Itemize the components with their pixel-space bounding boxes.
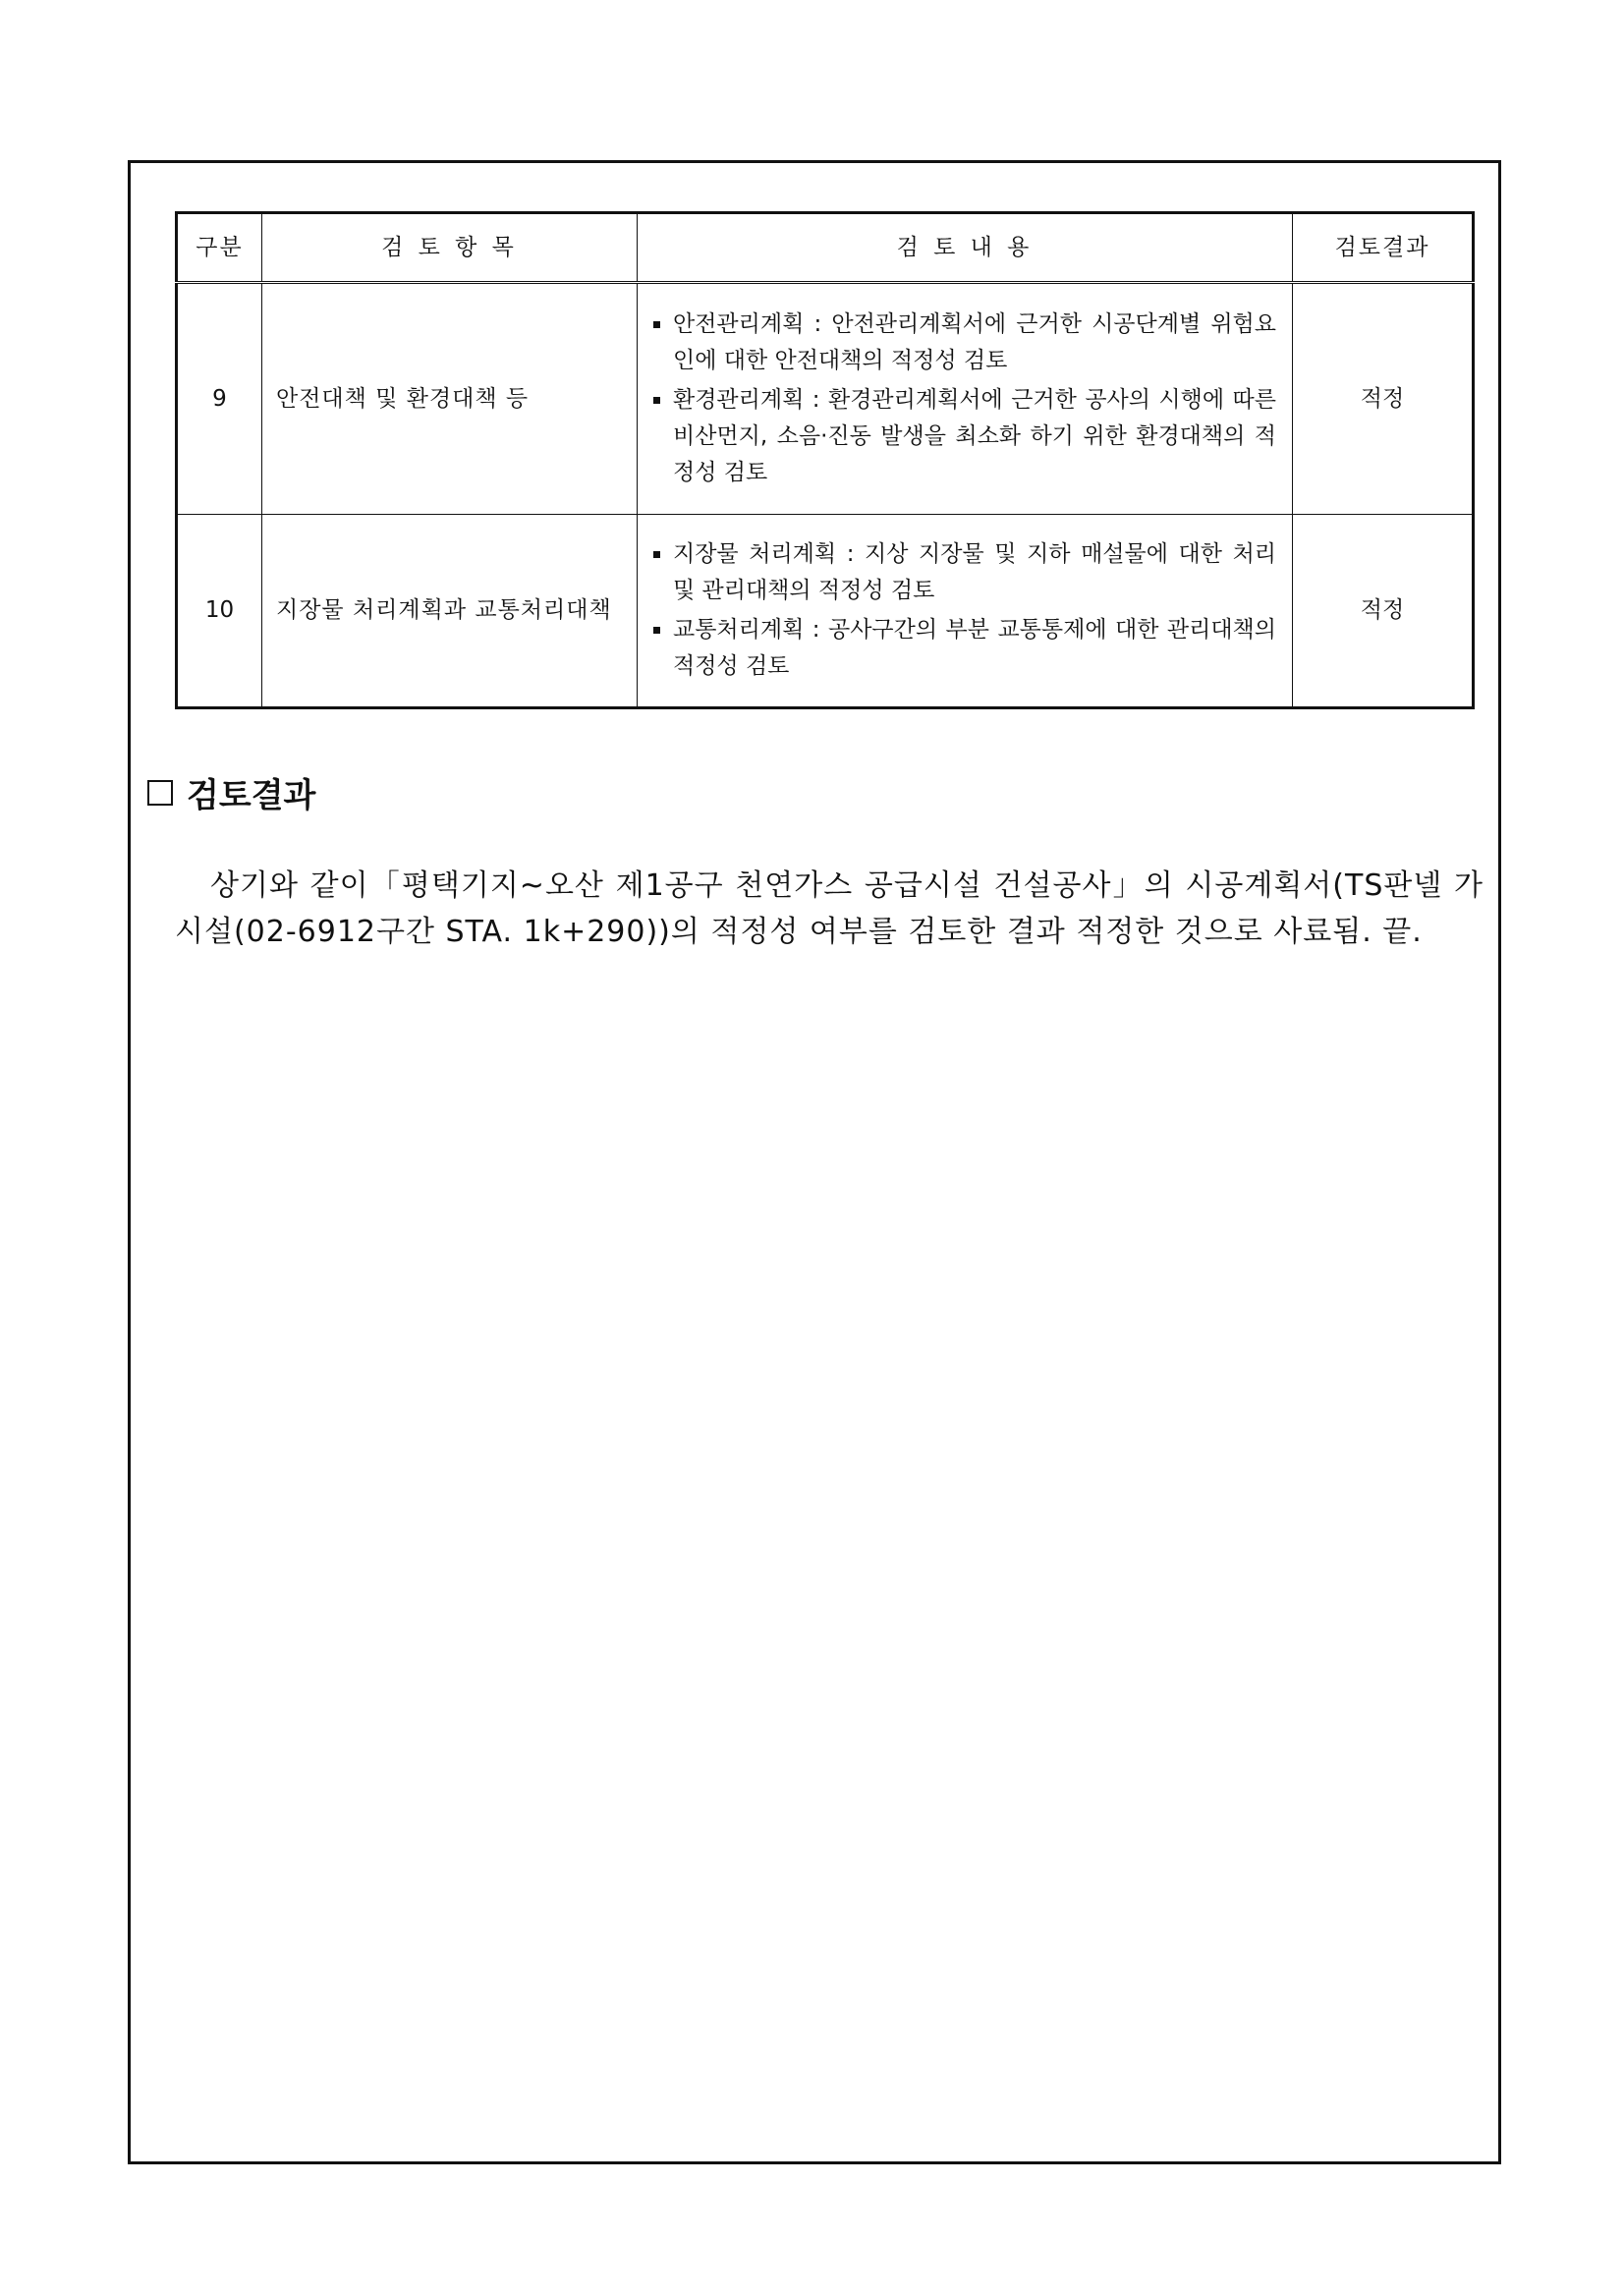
content-bullet: 교통처리계획 : 공사구간의 부분 교통통제에 대한 관리대책의 적정성 검토 [651, 612, 1276, 685]
section-heading [147, 768, 315, 816]
content-bullet: 지장물 처리계획 : 지상 지장물 및 지하 매설물에 대한 처리 및 관리대책의 적정성 검토 [651, 536, 1276, 609]
row-review-content [638, 515, 1293, 708]
header-category: 구분 [177, 213, 262, 283]
row-review-item: 지장물 처리계획과 교통처리대책 [262, 515, 638, 708]
row-review-result: 적정 [1293, 515, 1474, 708]
content-bullet: 환경관리계획 : 환경관리계획서에 근거한 공사의 시행에 따른 비산먼지, 소음·진동 발생을 최소화 하기 위한 환경대책의 적정성 검토 [651, 382, 1276, 491]
row-review-item: 안전대책 및 환경대책 등 [262, 283, 638, 515]
table-row [177, 283, 1474, 515]
header-review-item: 검 토 항 목 [262, 213, 638, 283]
content-bullet: 안전관리계획 : 안전관리계획서에 근거한 시공단계별 위험요인에 대한 안전대책의 적정성 검토 [651, 307, 1276, 379]
row-review-content [638, 283, 1293, 515]
row-review-result: 적정 [1293, 283, 1474, 515]
row-number: 10 [177, 515, 262, 708]
table-header-row [177, 213, 1474, 283]
header-review-content: 검 토 내 용 [638, 213, 1293, 283]
header-review-result: 검토결과 [1293, 213, 1474, 283]
row-number: 9 [177, 283, 262, 515]
square-bullet-icon [147, 780, 173, 806]
table-row [177, 515, 1474, 708]
review-table [175, 211, 1475, 709]
section-title: 검토결과 [187, 776, 316, 815]
conclusion-paragraph: 상기와 같이「평택기지~오산 제1공구 천연가스 공급시설 건설공사」의 시공계획서(TS판넬 가시설(02-6912구간 STA. 1k+290))의 적정성 여부를 검토한 결과 적정한 것으로 사료됨. 끝. [175, 868, 1484, 949]
